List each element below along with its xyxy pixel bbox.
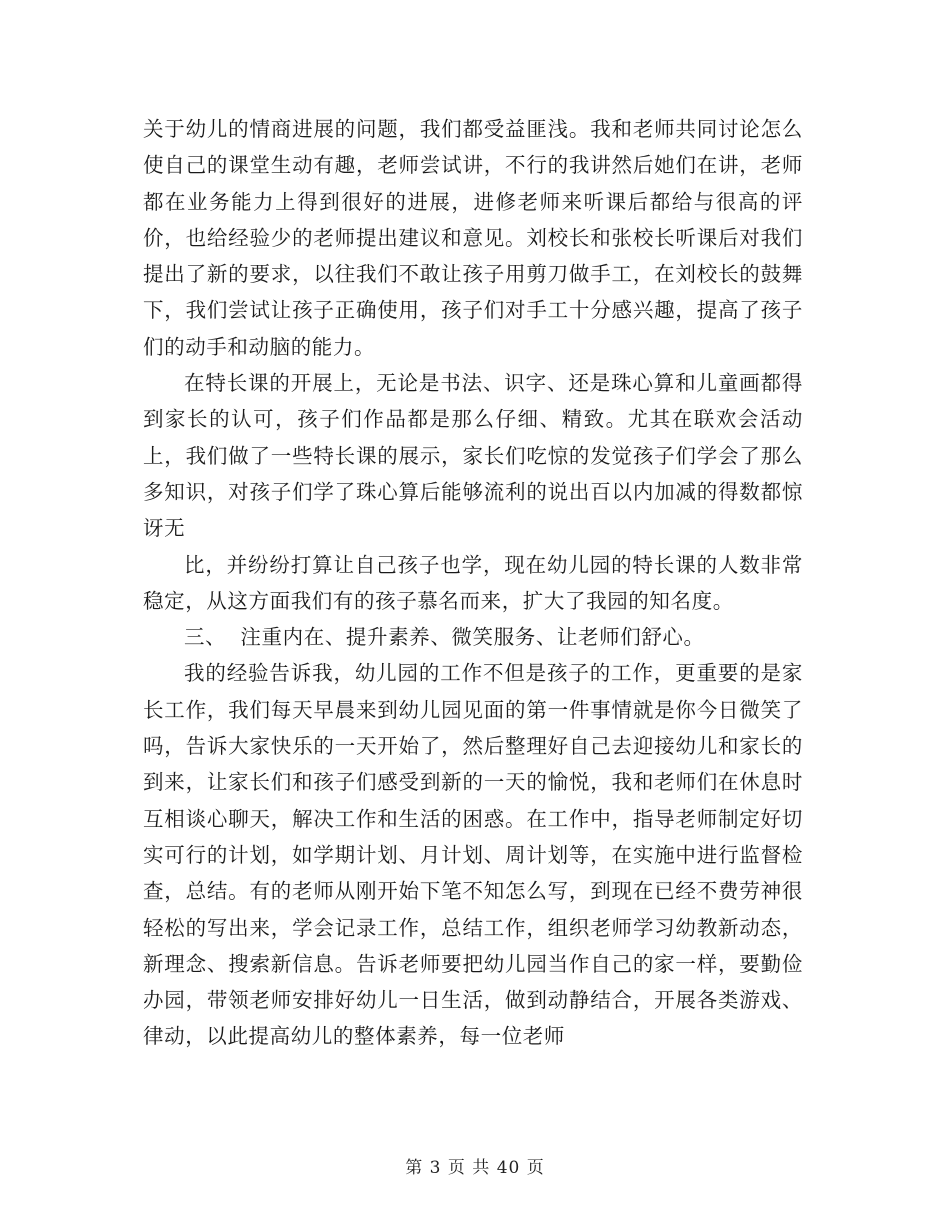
page-number-footer: 第 3 页 共 40 页 xyxy=(405,1158,545,1178)
paragraph-2: 在特长课的开展上，无论是书法、识字、还是珠心算和儿童画都得到家长的认可，孩子们作品都是那么仔细、精致。尤其在联欢会活动上，我们做了一些特长课的展示，家长们吃惊的发觉孩子们学会了那么多知识，对孩子们学了珠心算后能够流利的说出百以内加减的得数都惊讶无 xyxy=(143,371,803,541)
paragraph-5: 我的经验告诉我，幼儿园的工作不但是孩子的工作，更重要的是家长工作，我们每天早晨来到幼儿园见面的第一件事情就是你今日微笑了吗，告诉大家快乐的一天开始了，然后整理好自己去迎接幼儿和家长的到来，让家长们和孩子们感受到新的一天的愉悦，我和老师们在休息时互相谈心聊天，解决工作和生活的困惑。在工作中，指导老师制定好切实可行的计划，如学期计划、月计划、周计划等，在实施中进行监督检查，总结。有的老师从刚开始下笔不知怎么写，到现在已经不费劳神很轻松的写出来，学会记录工作，总结工作，组织老师学习幼教新动态，新理念、搜索新信息。告诉老师要把幼儿园当作自己的家一样，要勤俭办园，带领老师安排好幼儿一日生活，做到动静结合，开展各类游戏、律动，以此提高幼儿的整体素养，每一位老师 xyxy=(143,661,803,1049)
paragraph-1: 关于幼儿的情商进展的问题，我们都受益匪浅。我和老师共同讨论怎么使自己的课堂生动有趣，老师尝试讲，不行的我讲然后她们在讲，老师都在业务能力上得到很好的进展，进修老师来听课后都给与很高的评价，也给经验少的老师提出建议和意见。刘校长和张校长听课后对我们提出了新的要求，以往我们不敢让孩子用剪刀做手工，在刘校长的鼓舞下，我们尝试让孩子正确使用，孩子们对手工十分感兴趣，提高了孩子们的动手和动脑的能力。 xyxy=(143,117,803,359)
document-body xyxy=(143,111,803,1055)
section-heading: 三、 注重内在、提升素养、微笑服务、让老师们舒心。 xyxy=(184,625,705,650)
paragraph-3: 比，并纷纷打算让自己孩子也学，现在幼儿园的特长课的人数非常稳定，从这方面我们有的孩子慕名而来，扩大了我园的知名度。 xyxy=(143,552,803,613)
